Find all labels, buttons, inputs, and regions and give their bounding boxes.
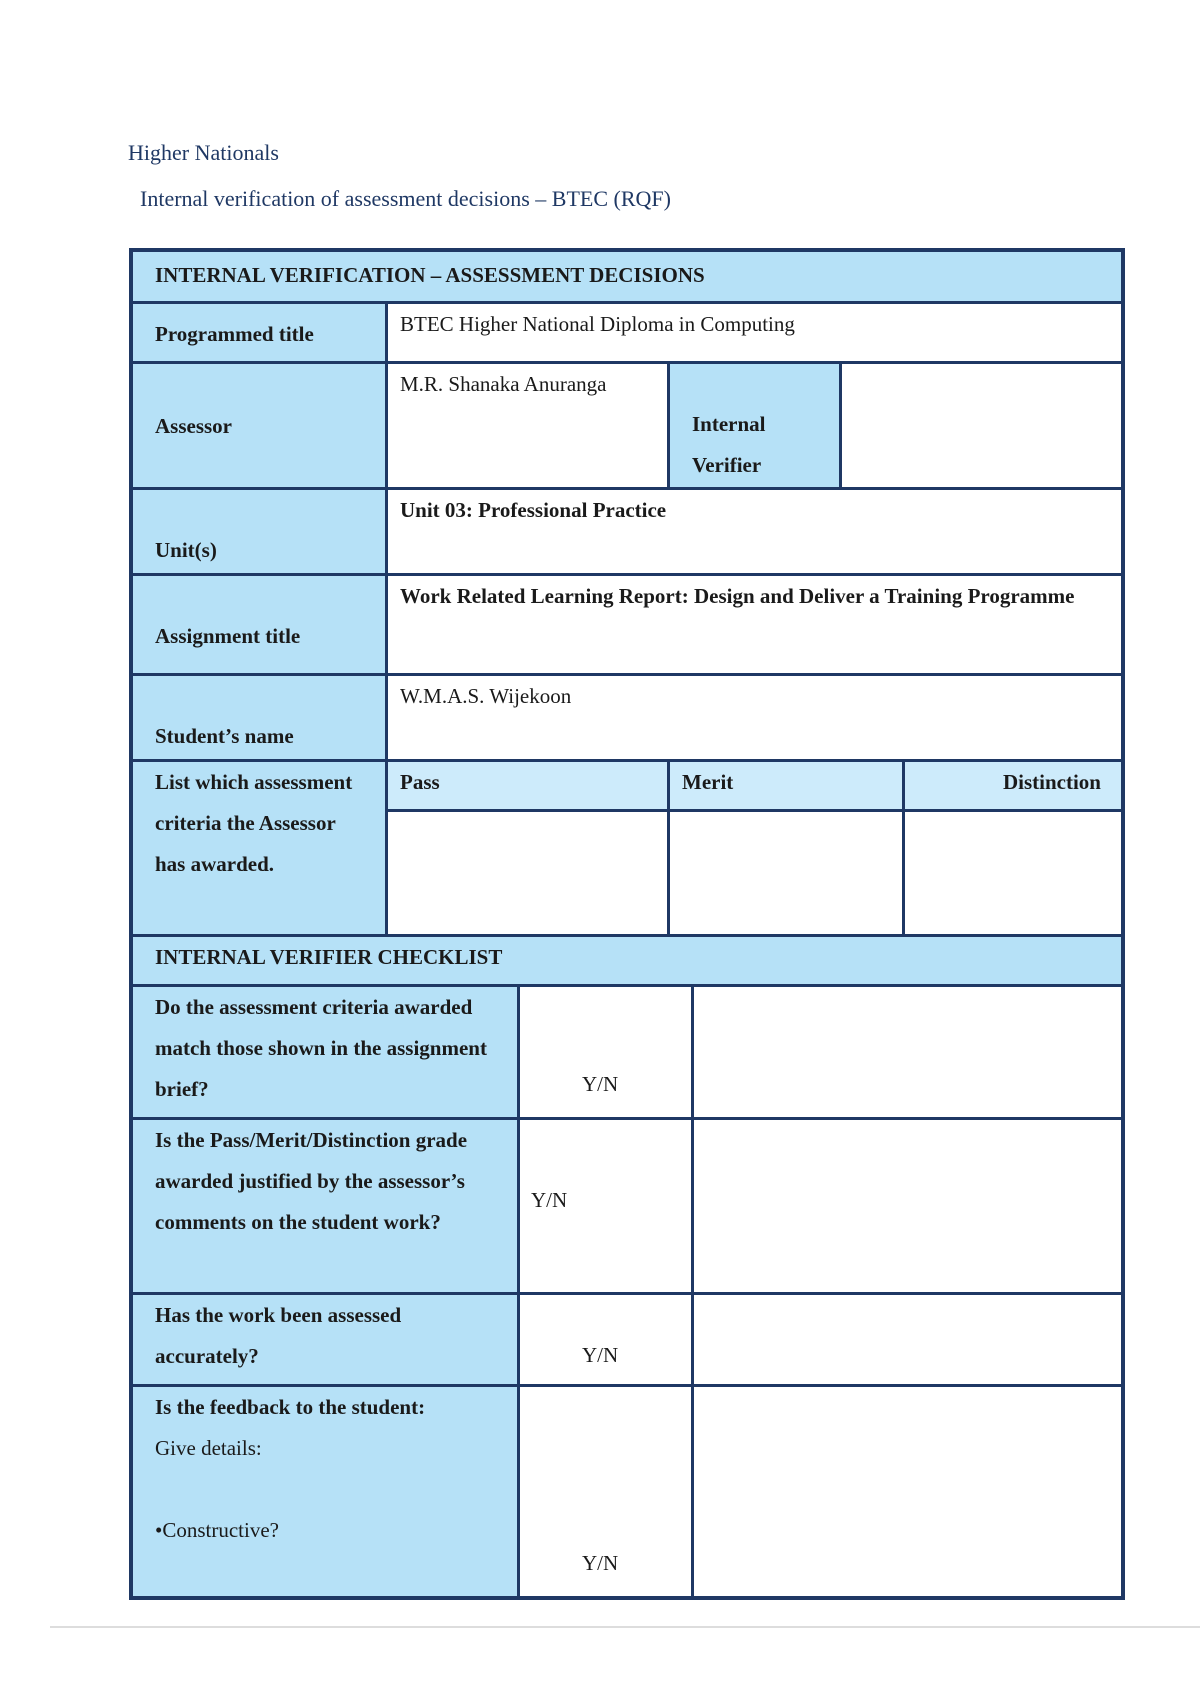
criteria-label: List which assessment criteria the Assessor has awarded. (133, 762, 388, 937)
checklist-question-2: Is the Pass/Merit/Distinction grade awarded justified by the assessor’s comments on the student work? (133, 1120, 520, 1295)
distinction-criteria-cell (905, 812, 1121, 937)
checklist-yn-cell-2 (520, 1120, 694, 1295)
checklist-yn-cell-4 (520, 1387, 694, 1596)
give-details-label: Give details: (155, 1436, 262, 1460)
programme-label: Programmed title (133, 304, 388, 364)
pass-header: Pass (388, 762, 670, 812)
verifier-label: Internal Verifier (670, 364, 842, 490)
yn-indicator: Y/N (582, 1072, 619, 1096)
checklist-comment-cell-2 (694, 1120, 1121, 1295)
page-divider (50, 1626, 1200, 1628)
assessor-label: Assessor (133, 364, 388, 490)
section-title-assessment-decisions: INTERNAL VERIFICATION – ASSESSMENT DECISIONS (133, 252, 1121, 304)
pass-criteria-cell (388, 812, 670, 937)
verification-form (129, 248, 1125, 1600)
yn-indicator: Y/N (531, 1188, 568, 1212)
checklist-title: INTERNAL VERIFIER CHECKLIST (133, 937, 1121, 987)
merit-criteria-cell (670, 812, 905, 937)
yn-indicator: Y/N (582, 1343, 619, 1367)
feedback-question: Is the feedback to the student: (155, 1395, 426, 1419)
distinction-header: Distinction (905, 762, 1121, 812)
constructive-bullet: •Constructive? (155, 1518, 279, 1542)
higher-nationals-heading: Higher Nationals (128, 140, 279, 165)
assignment-value: Work Related Learning Report: Design and Deliver a Training Programme (388, 576, 1121, 676)
checklist-comment-cell-1 (694, 987, 1121, 1120)
checklist-comment-cell-4 (694, 1387, 1121, 1596)
checklist-question-3: Has the work been assessed accurately? (133, 1295, 520, 1387)
verifier-value (842, 364, 1121, 490)
unit-value: Unit 03: Professional Practice (388, 490, 1121, 576)
yn-indicator: Y/N (582, 1551, 619, 1575)
internal-verification-subheading: Internal verification of assessment decisions – BTEC (RQF) (140, 186, 671, 211)
programme-value: BTEC Higher National Diploma in Computing (388, 304, 1121, 364)
checklist-yn-cell-1 (520, 987, 694, 1120)
assignment-label: Assignment title (133, 576, 388, 676)
checklist-comment-cell-3 (694, 1295, 1121, 1387)
unit-label: Unit(s) (133, 490, 388, 576)
assessor-value: M.R. Shanaka Anuranga (388, 364, 670, 490)
checklist-yn-cell-3 (520, 1295, 694, 1387)
student-value: W.M.A.S. Wijekoon (388, 676, 1121, 762)
checklist-question-4 (133, 1387, 520, 1596)
student-label: Student’s name (133, 676, 388, 762)
checklist-question-1: Do the assessment criteria awarded match those shown in the assignment brief? (133, 987, 520, 1120)
merit-header: Merit (670, 762, 905, 812)
